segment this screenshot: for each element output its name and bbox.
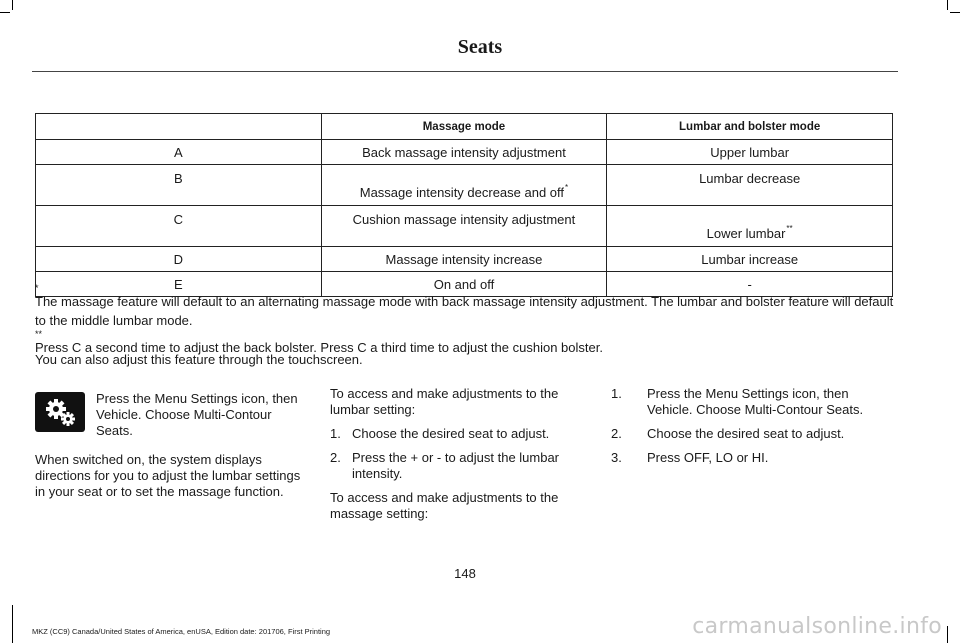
step-text: Press the + or - to adjust the lumbar intensity. — [352, 450, 560, 481]
row-lumbar: Lumbar decrease — [607, 165, 893, 206]
row-key: E — [36, 272, 322, 297]
crop-mark-top-right-v — [947, 0, 948, 10]
table-header-massage-mode: Massage mode — [321, 114, 607, 140]
crop-mark-top-left-h — [0, 12, 10, 13]
column-3 — [611, 386, 896, 474]
table-row — [36, 206, 893, 247]
page-number: 148 — [454, 566, 476, 581]
table-header-lumbar-bolster-mode: Lumbar and bolster mode — [607, 114, 893, 140]
column-1-body — [35, 452, 305, 500]
row-massage: Back massage intensity adjustment — [321, 140, 607, 165]
step-number: 2. — [330, 450, 341, 465]
footnote-mark: ** — [35, 329, 43, 339]
footnote-1 — [35, 284, 897, 330]
row-lumbar-text: Lower lumbar — [706, 226, 786, 241]
row-massage: On and off — [321, 272, 607, 297]
row-lumbar: - — [607, 272, 893, 297]
step-number: 1. — [611, 386, 622, 401]
footnote-ref: ** — [786, 224, 793, 233]
footnote-text: Press C a second time to adjust the back bolster. Press C a third time to adjust the cushion bolster. — [35, 340, 603, 355]
list-item — [611, 450, 896, 466]
step-number: 3. — [611, 450, 622, 465]
row-key: B — [36, 165, 322, 206]
footnote-text: The massage feature will default to an alternating massage mode with back massage intensity adjustment. The lumbar and bolster feature will default to the middle lumbar mode. — [35, 294, 894, 328]
row-lumbar: Upper lumbar — [607, 140, 893, 165]
crop-mark-top-right-h — [950, 12, 960, 13]
table-row — [36, 247, 893, 272]
table-row — [36, 140, 893, 165]
footnote-mark: * — [35, 283, 39, 293]
row-massage: Cushion massage intensity adjustment — [321, 206, 607, 247]
massage-lumbar-table — [35, 113, 893, 297]
watermark: carmanualsonline.info — [692, 614, 942, 639]
step-number: 2. — [611, 426, 622, 441]
row-massage: Massage intensity increase — [321, 247, 607, 272]
table-footnotes — [35, 284, 897, 357]
title-divider — [32, 71, 898, 72]
table-header-row — [36, 114, 893, 140]
page-title: Seats — [457, 36, 503, 58]
step-text: Press OFF, LO or HI. — [647, 450, 769, 465]
row-massage-text: Massage intensity decrease and off — [359, 185, 565, 200]
table-header-key — [36, 114, 322, 140]
icon-caption-text: Press the Menu Settings icon, then Vehicle. Choose Multi-Contour Seats. — [96, 391, 298, 438]
list-item — [611, 386, 896, 418]
icon-caption — [96, 391, 311, 439]
row-lumbar: Lumbar increase — [607, 247, 893, 272]
row-lumbar — [607, 206, 893, 247]
step-text: Choose the desired seat to adjust. — [352, 426, 550, 441]
crop-mark-bottom-left — [12, 605, 13, 643]
massage-steps — [611, 386, 896, 466]
step-text: Press the Menu Settings icon, then Vehicle. Choose Multi-Contour Seats. — [647, 386, 864, 417]
crop-mark-bottom-right — [947, 626, 948, 643]
table-row — [36, 165, 893, 206]
column-2 — [330, 386, 585, 522]
row-key: C — [36, 206, 322, 247]
row-key: D — [36, 247, 322, 272]
crop-mark-top-left-v — [12, 0, 13, 10]
lumbar-intro: To access and make adjustments to the lumbar setting: — [330, 386, 559, 417]
settings-gear-icon — [35, 392, 85, 432]
lumbar-steps — [330, 426, 585, 482]
massage-intro: To access and make adjustments to the massage setting: — [330, 490, 559, 521]
step-number: 1. — [330, 426, 341, 441]
list-item — [330, 450, 585, 482]
list-item — [611, 426, 896, 442]
row-key: A — [36, 140, 322, 165]
column-1-paragraph: When switched on, the system displays directions for you to adjust the lumbar settings in your seat or to set the massage function. — [35, 452, 301, 499]
list-item — [330, 426, 585, 442]
step-text: Choose the desired seat to adjust. — [647, 426, 845, 441]
touchscreen-note: You can also adjust this feature through the touchscreen. — [35, 352, 363, 367]
edition-line: MKZ (CC9) Canada/United States of America, enUSA, Edition date: 201706, First Printing — [32, 627, 331, 636]
row-massage — [321, 165, 607, 206]
footnote-ref: * — [565, 183, 569, 192]
